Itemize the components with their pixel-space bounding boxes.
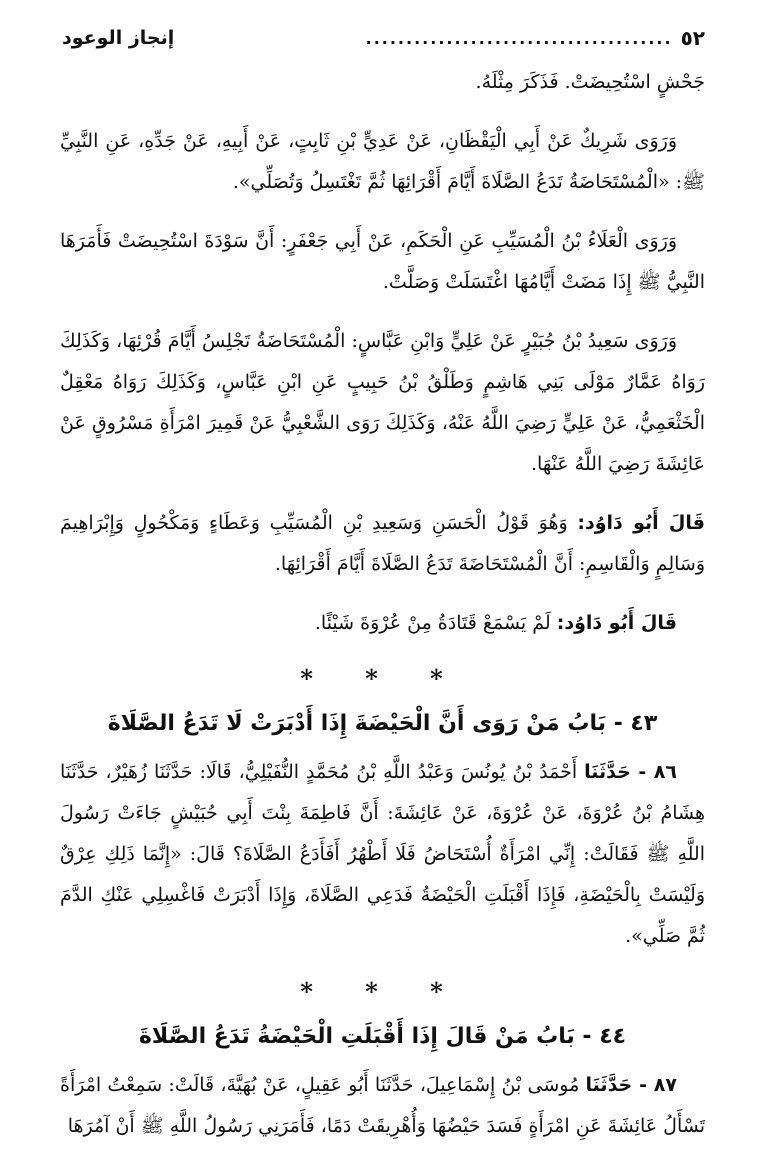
hadith-87-number: ٨٧ - حَدَّثَنَا <box>585 1074 677 1096</box>
header-dots: ...................................... <box>365 28 673 48</box>
section-separator: * * * <box>300 664 465 693</box>
abu-dawud-lead-2: قَالَ أَبُو دَاوُد: <box>556 612 677 634</box>
paragraph-3: وَرَوَى الْعَلَاءُ بْنُ الْمُسَيِّبِ عَنِ الْحَكَمِ، عَنْ أَبِي جَعْفَرٍ: أَنَّ سَوْدَةَ اسْتُحِيضَتْ فَأَمَرَهَا النَّبِيُّ ﷺ إِذَا مَضَتْ أَيَّامُهَا اغْتَسَلَتْ وَصَلَّتْ. <box>60 230 705 293</box>
section-separator-2: * * * <box>300 977 465 1006</box>
running-header <box>62 20 705 56</box>
page-body <box>60 62 705 1165</box>
chapter-heading-44: ٤٤ - بَابُ مَنْ قَالَ إِذَا أَقْبَلَتِ الْحَيْضَةُ تَدَعُ الصَّلَاةَ <box>138 1024 627 1049</box>
paragraph-1: جَحْشٍ اسْتُحِيضَتْ. فَذَكَرَ مِثْلَهُ. <box>475 71 705 93</box>
chapter-heading-43: ٤٣ - بَابُ مَنْ رَوَى أَنَّ الْحَيْضَةَ إِذَا أَدْبَرَتْ لَا تَدَعُ الصَّلَاةَ <box>107 711 658 736</box>
paragraph-5-text: وَهُوَ قَوْلُ الْحَسَنِ وَسَعِيدِ بْنِ الْمُسَيِّبِ وَعَطَاءٍ وَمَكْحُولٍ وَإِبْرَاهِيمَ وَسَالِمٍ وَالْقَاسِمِ: أَنَّ الْمُسْتَحَاضَةَ تَدَعُ الصَّلَاةَ أَيَّامَ أَقْرَائِهَا. <box>60 512 705 575</box>
paragraph-4: وَرَوَى سَعِيدُ بْنُ جُبَيْرٍ عَنْ عَلِيٍّ وَابْنِ عَبَّاسٍ: الْمُسْتَحَاضَةُ تَجْلِسُ أَيَّامَ قُرْئِهَا، وَكَذَلِكَ رَوَاهُ عَمَّارٌ مَوْلَى بَنِي هَاشِمٍ وَطَلْقُ بْنُ حَبِيبٍ عَنِ ابْنِ عَبَّاسٍ، وَكَذَلِكَ رَوَاهُ مَعْقِلٌ الْخَثْعَمِيُّ، عَنْ عَلِيٍّ رَضِيَ اللَّهُ عَنْهُ، وَكَذَلِكَ رَوَى الشَّعْبِيُّ عَنْ قَمِيرَ امْرَأَةِ مَسْرُوقٍ عَنْ عَائِشَةَ رَضِيَ اللَّهُ عَنْهَا. <box>60 330 705 475</box>
hadith-86 <box>60 752 705 957</box>
running-title: إنجاز الوعود <box>62 27 175 49</box>
hadith-86-number: ٨٦ - حَدَّثَنَا <box>584 761 677 783</box>
hadith-86-text: أَحْمَدُ بْنُ يُونُسَ وَعَبْدُ اللَّهِ بْنُ مُحَمَّدٍ النُّفَيْلِيُّ، قَالَا: حَدَّثَنَا زُهَيْرٌ، حَدَّثَنَا هِشَامُ بْنُ عُرْوَةَ، عَنْ عُرْوَةَ، عَنْ عَائِشَةَ: أَنَّ فَاطِمَةَ بِنْتَ أَبِي حُبَيْشٍ جَاءَتْ رَسُولَ اللَّهِ ﷺ فَقَالَتْ: إِنِّي امْرَأَةٌ أُسْتَحَاضُ فَلَا أَطْهُرُ أَفَأَدَعُ الصَّلَاةَ؟ قَالَ: «إِنَّمَا ذَلِكِ عِرْقٌ وَلَيْسَتْ بِالْحَيْضَةِ، فَإِذَا أَقْبَلَتِ الْحَيْضَةُ فَدَعِي الصَّلَاةَ، وَإِذَا أَدْبَرَتْ فَاغْسِلِي عَنْكِ الدَّمَ ثُمَّ صَلِّي». <box>60 761 705 947</box>
paragraph-2: وَرَوَى شَرِيكٌ عَنْ أَبِي الْيَقْظَانِ، عَنْ عَدِيٍّ بْنِ ثَابِتٍ، عَنْ أَبِيهِ، عَنْ جَدِّهِ، عَنِ النَّبِيِّ ﷺ: «الْمُسْتَحَاضَةُ تَدَعُ الصَّلَاةَ أَيَّامَ أَقْرَائِهَا ثُمَّ تَغْتَسِلُ وَتُصَلِّي». <box>60 130 705 193</box>
page-number: ٥٢ <box>680 26 705 50</box>
hadith-87-text: مُوسَى بْنُ إِسْمَاعِيلَ، حَدَّثَنَا أَبُو عَقِيلٍ، عَنْ بُهَيَّةَ، قَالَتْ: سَمِعْتُ امْرَأَةً تَسْأَلُ عَائِشَةَ عَنِ امْرَأَةٍ فَسَدَ حَيْضُهَا وَأُهْرِيقَتْ دَمًا، فَأَمَرَنِي رَسُولُ اللَّهِ ﷺ أَنْ آمُرَهَا <box>60 1074 705 1137</box>
hadith-87 <box>60 1065 705 1147</box>
paragraph-6 <box>60 603 705 644</box>
paragraph-6-text: لَمْ يَسْمَعْ قَتَادَةُ مِنْ عُرْوَةَ شَيْئًا. <box>314 612 557 634</box>
abu-dawud-lead-1: قَالَ أَبُو دَاوُد: <box>577 512 705 534</box>
paragraph-5 <box>60 503 705 585</box>
